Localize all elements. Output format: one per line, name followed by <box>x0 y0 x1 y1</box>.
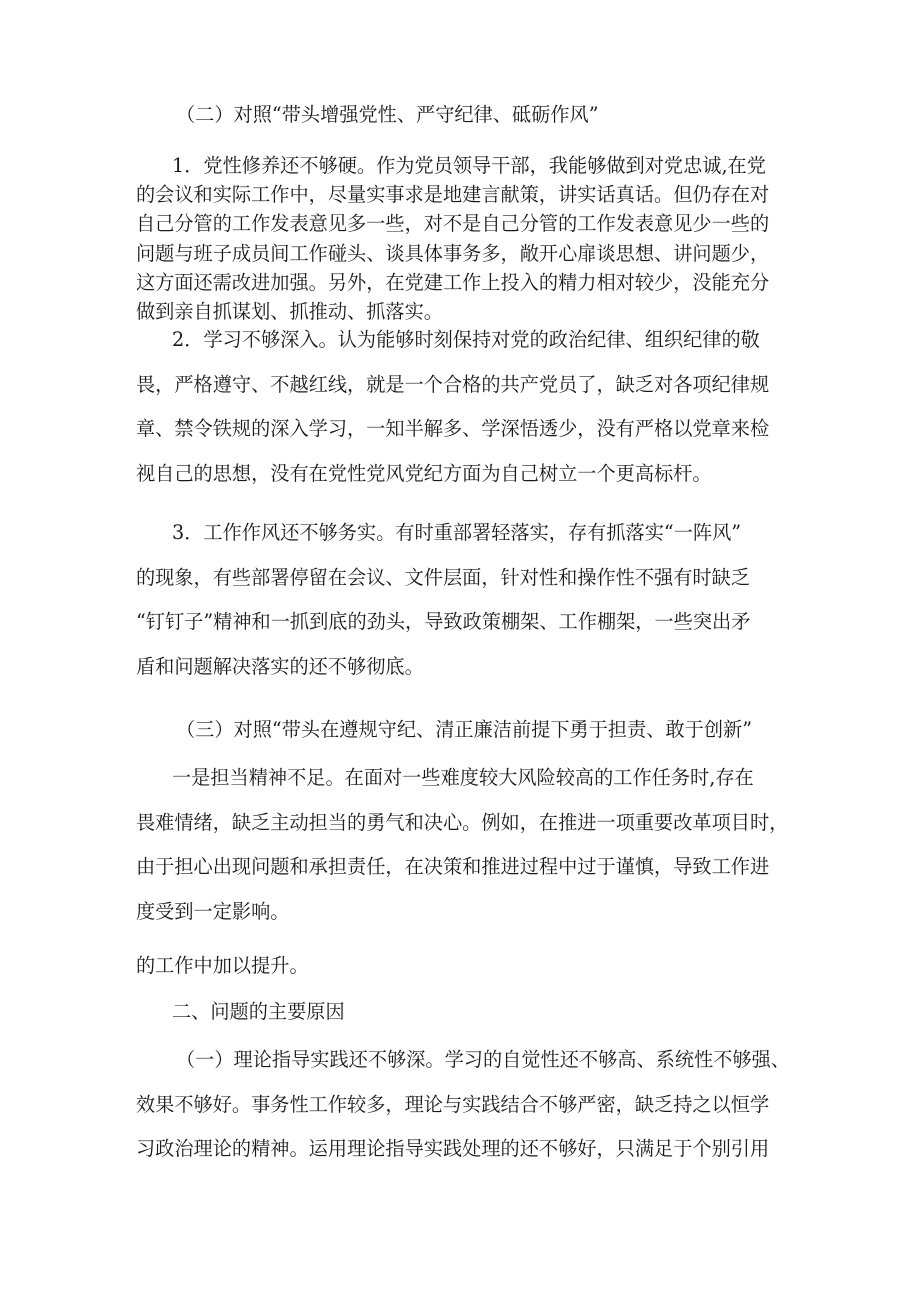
paragraph-line: 畏，严格遵守、不越红线，就是一个合格的共产党员了，缺乏对各项纪律规 <box>136 372 770 396</box>
paragraph-line: 做到亲自抓谋划、抓推动、抓落实。 <box>136 299 443 323</box>
paragraph-line: 度受到一定影响。 <box>136 899 290 923</box>
paragraph-line: 章、禁令铁规的深入学习，一知半解多、学深悟透少，没有严格以党章来检 <box>136 417 770 441</box>
heading-comparison-3 <box>136 715 792 744</box>
paragraph-line: 这方面还需改进加强。另外，在党建工作上投入的精力相对较少，没能充分 <box>136 270 770 294</box>
paragraph-party-spirit <box>136 151 792 326</box>
paragraph-line: 的工作中加以提升。 <box>136 954 309 977</box>
paragraph-line: 2．学习不够深入。认为能够时刻保持对党的政治纪律、组织纪律的敬 <box>172 328 760 351</box>
paragraph-line: 盾和问题解决落实的还不够彻底。 <box>136 654 424 678</box>
paragraph-responsibility <box>136 756 792 934</box>
paragraph-line: 一是担当精神不足。在面对一些难度较大风险较高的工作任务时,存在 <box>172 766 754 789</box>
paragraph-work-style <box>136 511 792 689</box>
paragraph-line: 视自己的思想，没有在党性党风党纪方面为自己树立一个更高标杆。 <box>136 461 712 485</box>
paragraph-line: 效果不够好。事务性工作较多，理论与实践结合不够严密，缺乏持之以恒学 <box>136 1092 770 1116</box>
heading-line: 二、问题的主要原因 <box>172 1000 345 1023</box>
paragraph-line: 习政治理论的精神。运用理论指导实践处理的还不够好，只满足于个别引用 <box>136 1137 770 1161</box>
paragraph-line: 问题与班子成员间工作碰头、谈具体事务多，敞开心扉谈思想、讲问题少， <box>136 241 770 265</box>
paragraph-line: 自己分管的工作发表意见多一些，对不是自己分管的工作发表意见少一些的 <box>136 212 770 236</box>
paragraph-theory-practice <box>136 1038 792 1172</box>
paragraph-study <box>136 318 792 496</box>
heading-line: （二）对照“带头增强党性、严守纪律、砥砺作风” <box>176 103 599 126</box>
paragraph-line: 1．党性修养还不够硬。作为党员领导干部，我能够做到对党忠诚,在党 <box>172 154 766 177</box>
heading-comparison-2 <box>136 100 792 129</box>
paragraph-line: （一）理论指导实践还不够深。学习的自觉性还不够高、系统性不够强、 <box>176 1048 790 1071</box>
paragraph-line: 的现象，有些部署停留在会议、文件层面，针对性和操作性不强有时缺乏 <box>136 565 750 589</box>
fragment-line <box>136 951 792 980</box>
section-heading-causes <box>136 997 792 1026</box>
paragraph-line: 的会议和实际工作中，尽量实事求是地建言献策，讲实话真话。但仍存在对 <box>136 183 770 207</box>
heading-line: （三）对照“带头在遵规守纪、清正廉洁前提下勇于担责、敢于创新” <box>176 718 753 741</box>
paragraph-line: 由于担心出现问题和承担责任，在决策和推进过程中过于谨慎，导致工作进 <box>136 855 770 879</box>
paragraph-line: “钉钉子”精神和一抓到底的劲头，导致政策棚架、工作棚架，一些突出矛 <box>136 610 751 634</box>
paragraph-line: 3．工作作风还不够务实。有时重部署轻落实，存有抓落实“一阵风” <box>172 521 742 544</box>
paragraph-line: 畏难情绪，缺乏主动担当的勇气和决心。例如，在推进一项重要改革项目时， <box>136 810 789 834</box>
